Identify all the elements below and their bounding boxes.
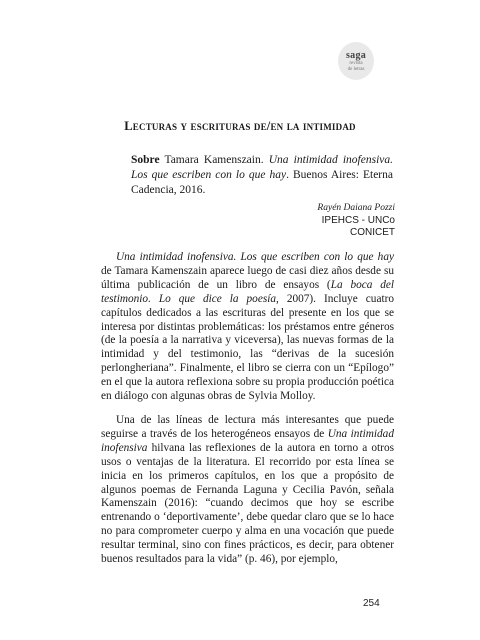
reviewer-affiliation-2: CONICET <box>350 227 395 238</box>
p1-earlier-book: La boca del testimonio. Lo que dice la poesía <box>101 278 395 305</box>
review-author: Tamara Kamenszain. <box>164 154 264 166</box>
p2-text-a: Una de las líneas de lectura más interesantes que puede seguirse a través de los heterogéneos ensayos de <box>101 413 394 440</box>
review-book-title: Una intimidad inofensiva. Los que escriben con lo que hay <box>131 154 393 181</box>
review-sobre: Sobre <box>131 154 160 166</box>
reviewer-name: Rayén Daiana Pozzi <box>317 203 395 213</box>
p2-book-title: Una intimidad inofensiva <box>101 427 394 454</box>
p1-text-b: , 2007). Incluye cuatro capítulos dedicados a las escrituras del presente en los que se interesa por distintas problemáticas: los préstamos entre géneros (de la poesía a la narrativa y viceversa), las nuevas formas de la intimidad y del testimonio, las “derivas de la sucesión perlongheriana”. Finalmente, el libro se cierra con un “Epílogo” en el que la autora reflexiona sobre su propia producción poética en diálogo con algunas obras de Sylvia Molloy. <box>101 292 395 403</box>
p1-book-title: Una intimidad inofensiva. Los que escriben con lo que hay <box>116 251 394 263</box>
paragraph-1 <box>101 251 394 404</box>
p1-text-a: de Tamara Kamenszain aparece luego de casi diez años desde su última publicación de un libro de ensayos ( <box>101 264 394 291</box>
logo-main: saga <box>345 50 367 61</box>
paragraph-2 <box>101 414 394 567</box>
page-number: 254 <box>363 598 380 609</box>
article-title: Lecturas y escrituras de/en la intimidad <box>124 119 356 133</box>
p2-text-b: hilvana las reflexiones de la autora en torno a otros usos o ventajas de la literatura. El recorrido por esta línea se inicia en los primeros capítulos, en los que a propósito de algunos poemas de Fernanda Laguna y Cecilia Pavón, señala Kamenszain (2016): “cuando decimos que hoy se escribe entrenando o ‘deportivamente’, debe quedar claro que se lo hace no para comprometer cuerpo y alma en una vocación que puede resultar terminal, sino con fines prácticos, es decir, para obtener buenos resultados para la vida” (p. 46), por ejemplo, <box>101 441 394 566</box>
reviewer-block <box>317 202 395 240</box>
logo-line2: revista <box>349 61 363 66</box>
review-publisher: . Buenos Aires: Eterna Cadencia, 2016. <box>131 169 393 196</box>
logo-line3: de letras <box>347 67 365 72</box>
journal-logo <box>338 42 374 80</box>
reviewer-affiliation-1: IPEHCS - UNCo <box>321 214 395 226</box>
article-body <box>101 251 394 577</box>
review-reference <box>131 153 393 198</box>
